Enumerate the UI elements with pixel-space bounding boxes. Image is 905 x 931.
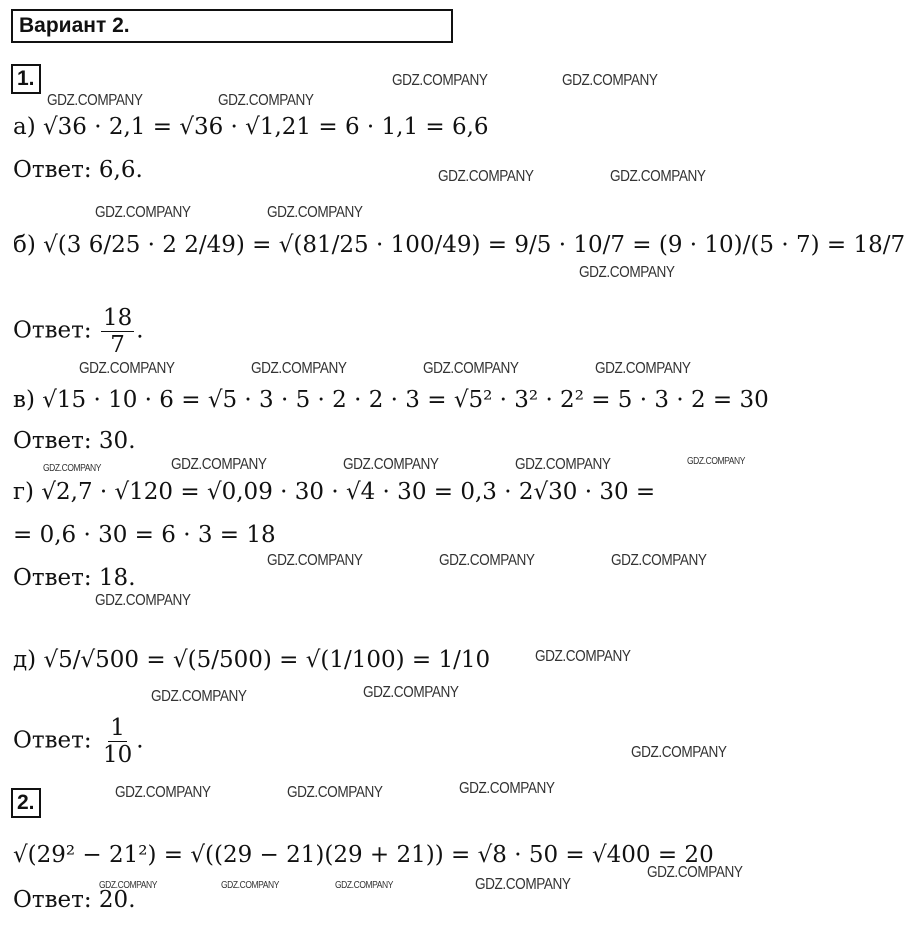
watermark: GDZ.COMPANY — [335, 880, 393, 891]
watermark: GDZ.COMPANY — [475, 876, 571, 893]
task-1d-expression — [13, 645, 490, 675]
watermark: GDZ.COMPANY — [267, 204, 363, 221]
watermark: GDZ.COMPANY — [43, 463, 101, 474]
task-1g-math: √2,7 · √120 = √0,09 · 30 · √4 · 30 = 0,3 · 2√30 · 30 = — [41, 479, 656, 505]
task-1b-answer: Ответ: $\frac{18}{7}$ . — [13, 305, 144, 358]
watermark: GDZ.COMPANY — [647, 864, 743, 881]
task-1a-answer: Ответ: 6,6. — [13, 157, 143, 183]
watermark: GDZ.COMPANY — [515, 456, 611, 473]
watermark: GDZ.COMPANY — [611, 552, 707, 569]
answer-label: Ответ: — [13, 317, 92, 344]
watermark: GDZ.COMPANY — [95, 592, 191, 609]
task-1a-prefix: а) — [13, 114, 36, 140]
task-1d-prefix: д) — [13, 647, 37, 673]
task-1v-expression — [13, 385, 769, 415]
watermark: GDZ.COMPANY — [610, 168, 706, 185]
watermark: GDZ.COMPANY — [115, 784, 211, 801]
watermark: GDZ.COMPANY — [95, 204, 191, 221]
watermark: GDZ.COMPANY — [687, 456, 745, 467]
task-1g-expression — [13, 477, 655, 507]
task-1b-math: √(3 6/25 · 2 2/49) = √(81/25 · 100/49) = 9/5 · 10/7 = (9 · 10)/(5 · 7) = 18/7 — [43, 232, 905, 258]
watermark: GDZ.COMPANY — [423, 360, 519, 377]
task-1a-math: √36 · 2,1 = √36 · √1,21 = 6 · 1,1 = 6,6 — [43, 114, 489, 140]
watermark: GDZ.COMPANY — [459, 780, 555, 797]
variant-title: Вариант 2. — [11, 9, 453, 43]
watermark: GDZ.COMPANY — [171, 456, 267, 473]
watermark: GDZ.COMPANY — [151, 688, 247, 705]
task-1v-answer: Ответ: 30. — [13, 428, 136, 454]
task-2-answer: Ответ: 20. — [13, 887, 136, 913]
watermark: GDZ.COMPANY — [631, 744, 727, 761]
task-1g-answer: Ответ: 18. — [13, 565, 136, 591]
task-1a-expression — [13, 112, 489, 142]
task-1v-prefix: в) — [13, 387, 35, 413]
denominator: 7 — [110, 332, 125, 358]
answer-fraction — [101, 715, 134, 768]
watermark: GDZ.COMPANY — [562, 72, 658, 89]
answer-fraction — [101, 305, 134, 358]
numerator: 18 — [102, 305, 133, 331]
watermark: GDZ.COMPANY — [535, 648, 631, 665]
watermark: GDZ.COMPANY — [267, 552, 363, 569]
task-1g-prefix: г) — [13, 479, 35, 505]
watermark: GDZ.COMPANY — [392, 72, 488, 89]
watermark: GDZ.COMPANY — [79, 360, 175, 377]
task-1d-math: √5/√500 = √(5/500) = √(1/100) = 1/10 — [43, 647, 491, 673]
watermark: GDZ.COMPANY — [439, 552, 535, 569]
watermark: GDZ.COMPANY — [438, 168, 534, 185]
watermark: GDZ.COMPANY — [221, 880, 279, 891]
watermark: GDZ.COMPANY — [218, 92, 314, 109]
task-1v-math: √15 · 10 · 6 = √5 · 3 · 5 · 2 · 2 · 3 = √5² · 3² · 2² = 5 · 3 · 2 = 30 — [42, 387, 769, 413]
denominator: 10 — [102, 742, 133, 768]
watermark: GDZ.COMPANY — [47, 92, 143, 109]
task-1b-prefix: б) — [13, 232, 36, 258]
task-1b-expression — [13, 230, 905, 260]
numerator: 1 — [110, 715, 125, 741]
watermark: GDZ.COMPANY — [343, 456, 439, 473]
watermark: GDZ.COMPANY — [251, 360, 347, 377]
watermark: GDZ.COMPANY — [99, 880, 157, 891]
answer-label: Ответ: — [13, 727, 92, 754]
task-1g-expression-line2: = 0,6 · 30 = 6 · 3 = 18 — [13, 522, 276, 548]
watermark: GDZ.COMPANY — [287, 784, 383, 801]
watermark: GDZ.COMPANY — [579, 264, 675, 281]
watermark: GDZ.COMPANY — [595, 360, 691, 377]
task-2-label: 2. — [11, 788, 41, 818]
task-1d-answer: Ответ: $\frac{1}{10}$ . — [13, 715, 144, 768]
watermark: GDZ.COMPANY — [363, 684, 459, 701]
task-2-expression: √(29² − 21²) = √((29 − 21)(29 + 21)) = √8 · 50 = √400 = 20 — [13, 842, 714, 868]
task-1-label: 1. — [11, 64, 41, 94]
